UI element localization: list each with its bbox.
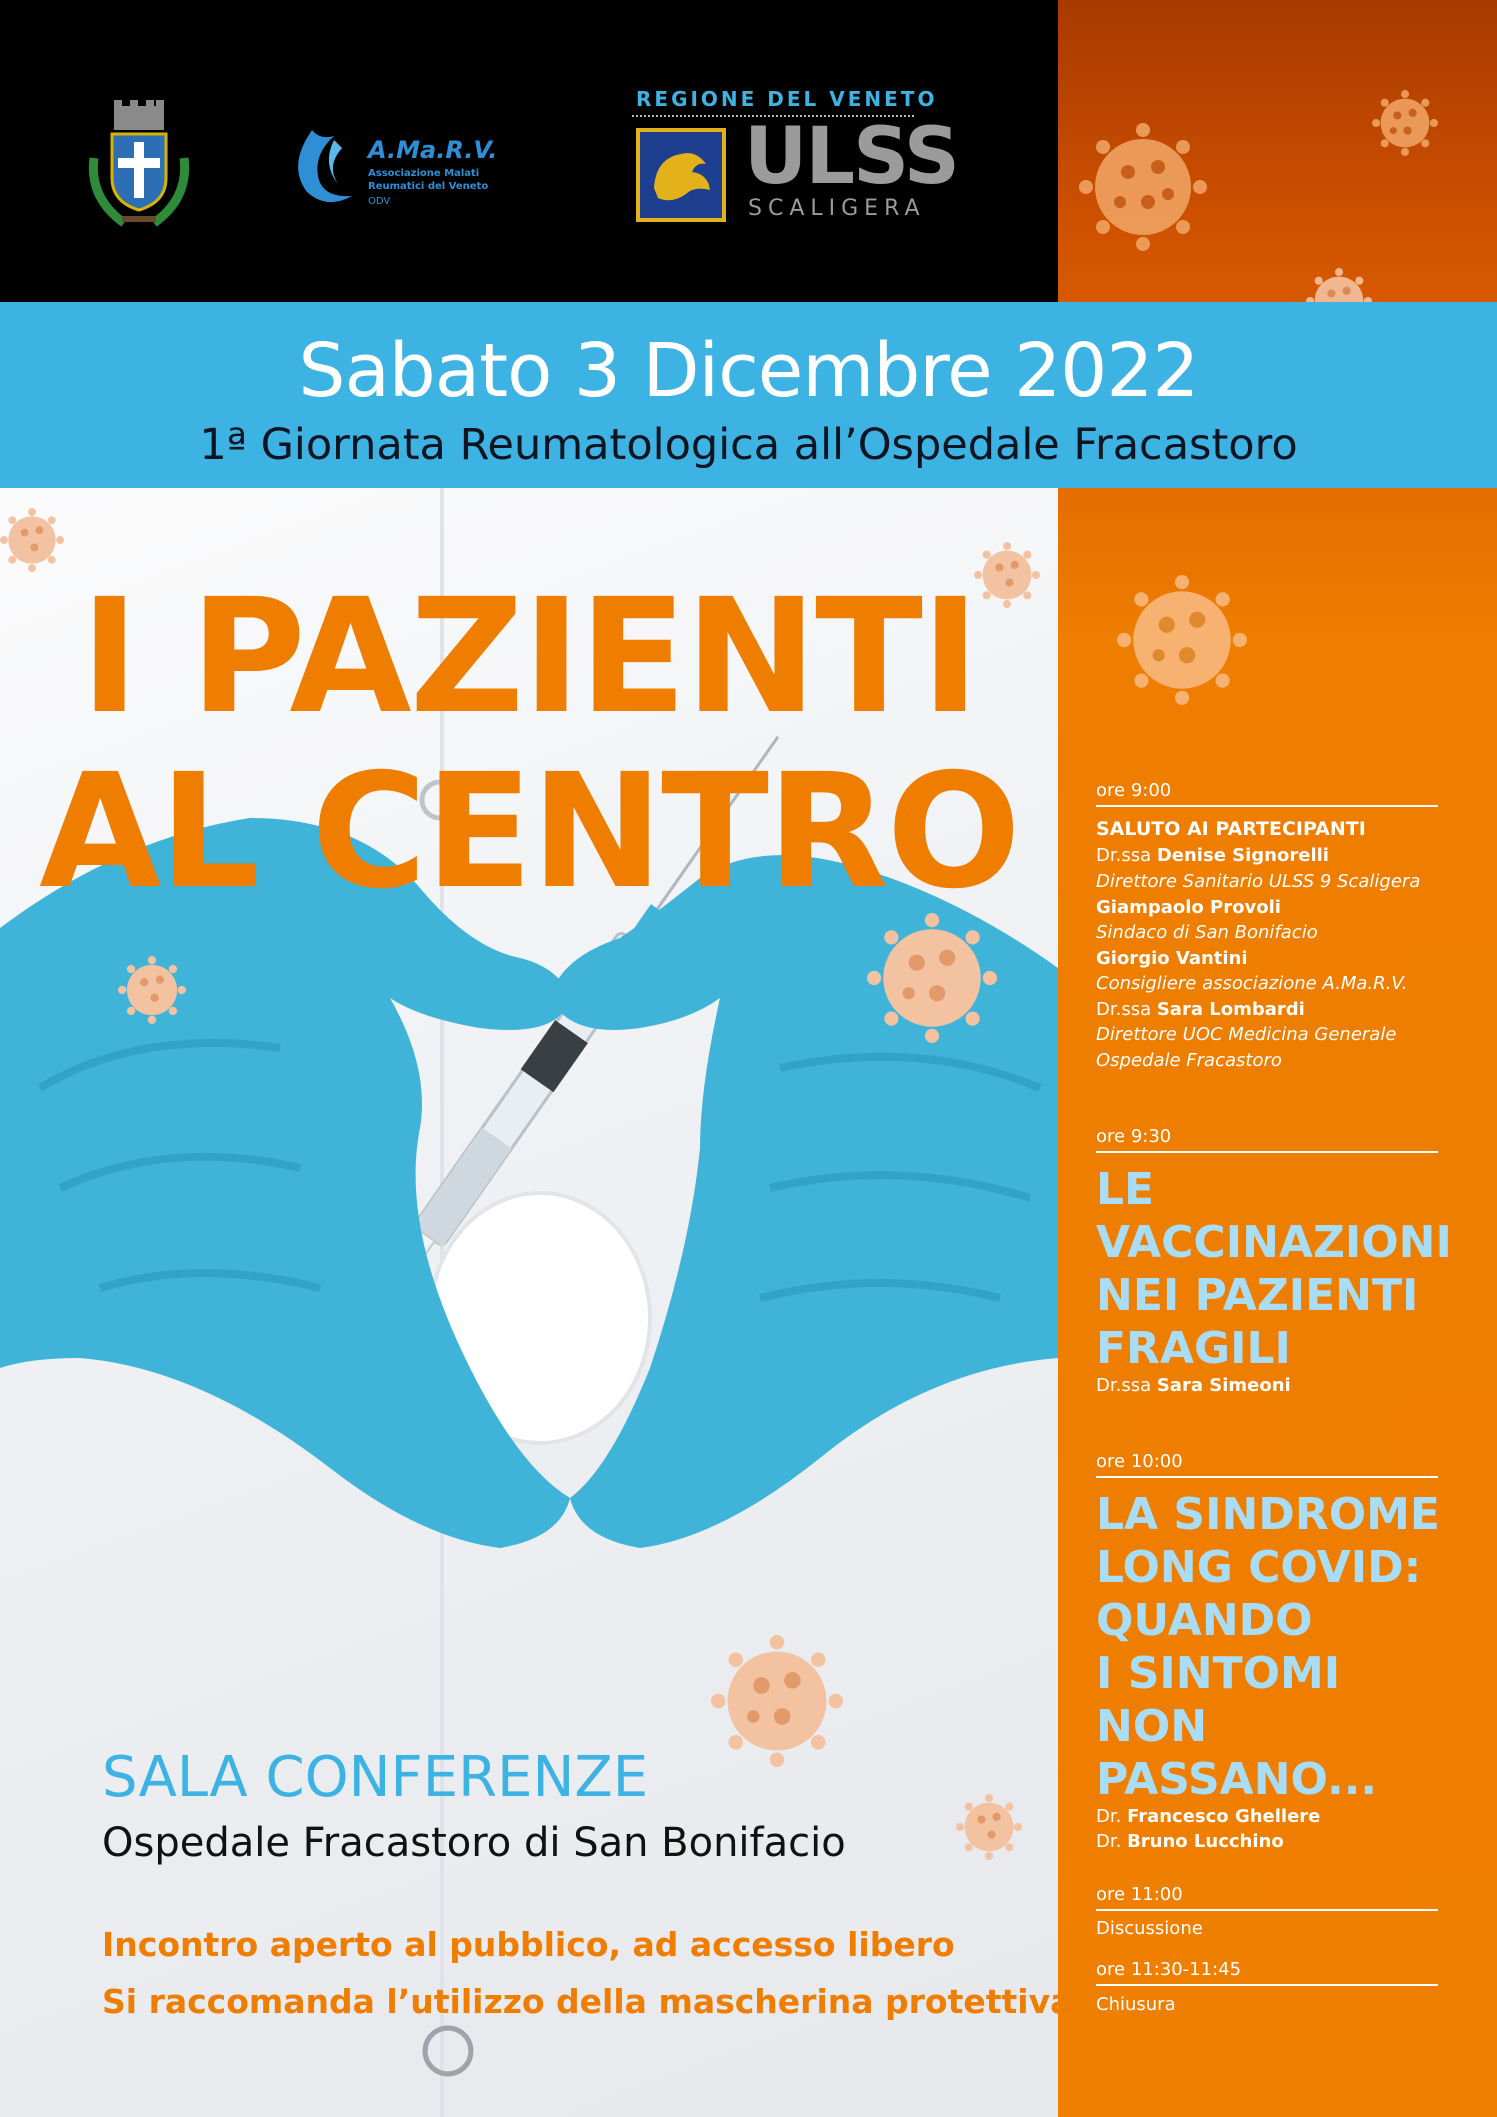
poster-title-line2: AL CENTRO: [39, 740, 1019, 924]
virus-icon: [1116, 574, 1248, 706]
speaker-prefix: Dr.: [1096, 1831, 1128, 1852]
session-title-line: LE: [1096, 1164, 1155, 1215]
coat-of-arms-icon: [84, 98, 194, 230]
speaker-name: Bruno Lucchino: [1127, 1831, 1284, 1852]
speaker-line: [1096, 1831, 1284, 1852]
speaker-line: [1096, 999, 1305, 1020]
ulss-name: ULSS: [744, 112, 958, 202]
speaker-role: Direttore UOC Medicina Generale: [1096, 1024, 1397, 1045]
region-label: REGIONE DEL VENETO: [636, 87, 938, 111]
event-subtitle: 1ª Giornata Reumatologica all’Ospedale Fracastoro: [199, 420, 1298, 470]
session-title-line: QUANDO: [1096, 1595, 1313, 1646]
speaker-role: Sindaco di San Bonifacio: [1096, 922, 1318, 943]
speaker-role: Direttore Sanitario ULSS 9 Scaligera: [1096, 871, 1421, 892]
speaker-name: Sara Simeoni: [1156, 1375, 1291, 1396]
amarv-line2: Reumatici del Veneto: [368, 181, 489, 192]
ulss-sub: SCALIGERA: [748, 196, 926, 221]
program-time: ore 9:30: [1096, 1126, 1438, 1153]
poster-title-line1: I PAZIENTI: [80, 565, 978, 749]
program-time: ore 11:00: [1096, 1884, 1438, 1911]
amarv-logo-icon: [282, 126, 362, 210]
speaker-name: Giorgio Vantini: [1096, 948, 1248, 969]
program-time: ore 11:30-11:45: [1096, 1959, 1438, 1986]
program-heading: SALUTO AI PARTECIPANTI: [1096, 818, 1366, 840]
speaker-prefix: Dr.ssa: [1096, 999, 1157, 1020]
speaker-prefix: Dr.ssa: [1096, 1375, 1157, 1396]
virus-icon: [866, 912, 998, 1044]
speaker-name: Sara Lombardi: [1156, 999, 1305, 1020]
program-item-label: Chiusura: [1096, 1994, 1176, 2015]
session-title-line: PASSANO...: [1096, 1754, 1378, 1805]
session-title-line: FRAGILI: [1096, 1323, 1291, 1374]
speaker-name: Giampaolo Provoli: [1096, 897, 1281, 918]
speaker-name: Francesco Ghellere: [1127, 1806, 1321, 1827]
session-title-line: LA SINDROME: [1096, 1489, 1440, 1540]
session-title-line: NEI PAZIENTI: [1096, 1270, 1419, 1321]
speaker-role: Consigliere associazione A.Ma.R.V.: [1096, 973, 1408, 994]
session-title: [1096, 1163, 1456, 1375]
venue-note-mask: Si raccomanda l’utilizzo della mascherina protettiva: [102, 1982, 1073, 2021]
speaker-line: [1096, 845, 1329, 866]
virus-icon: [956, 1794, 1022, 1860]
program-time: ore 10:00: [1096, 1451, 1438, 1478]
venue-note-access: Incontro aperto al pubblico, ad accesso libero: [102, 1925, 955, 1964]
speaker-prefix: Dr.ssa: [1096, 845, 1157, 866]
speaker-prefix: Dr.: [1096, 1806, 1128, 1827]
session-title-line: VACCINAZIONI: [1096, 1217, 1452, 1268]
venue-hospital: Ospedale Fracastoro di San Bonifacio: [102, 1820, 846, 1866]
coat-button-icon: [420, 2023, 476, 2079]
lion-of-saint-mark-icon: [636, 128, 726, 222]
speaker-role: Ospedale Fracastoro: [1096, 1050, 1282, 1071]
header-bar: [0, 0, 1058, 302]
virus-icon: [0, 508, 64, 572]
program-time: ore 9:00: [1096, 780, 1438, 807]
session-title-line: LONG COVID:: [1096, 1542, 1422, 1593]
virus-icon: [710, 1634, 844, 1768]
speaker-name: Denise Signorelli: [1156, 845, 1329, 866]
program-item-label: Discussione: [1096, 1918, 1203, 1939]
speaker-line: [1096, 1375, 1291, 1396]
session-title-line: I SINTOMI: [1096, 1648, 1341, 1699]
event-date: Sabato 3 Dicembre 2022: [298, 328, 1199, 414]
session-title-line: NON: [1096, 1701, 1208, 1752]
venue-hall: SALA CONFERENZE: [102, 1745, 649, 1810]
amarv-name: A.Ma.R.V.: [368, 136, 498, 164]
speaker-line: [1096, 1806, 1320, 1827]
amarv-line1: Associazione Malati: [368, 168, 480, 179]
amarv-line3: ODV: [368, 196, 391, 207]
session-title: [1096, 1488, 1456, 1806]
virus-icon: [118, 956, 186, 1024]
date-band: [0, 302, 1497, 488]
virus-icon: [1078, 122, 1208, 252]
virus-icon: [1372, 90, 1438, 156]
